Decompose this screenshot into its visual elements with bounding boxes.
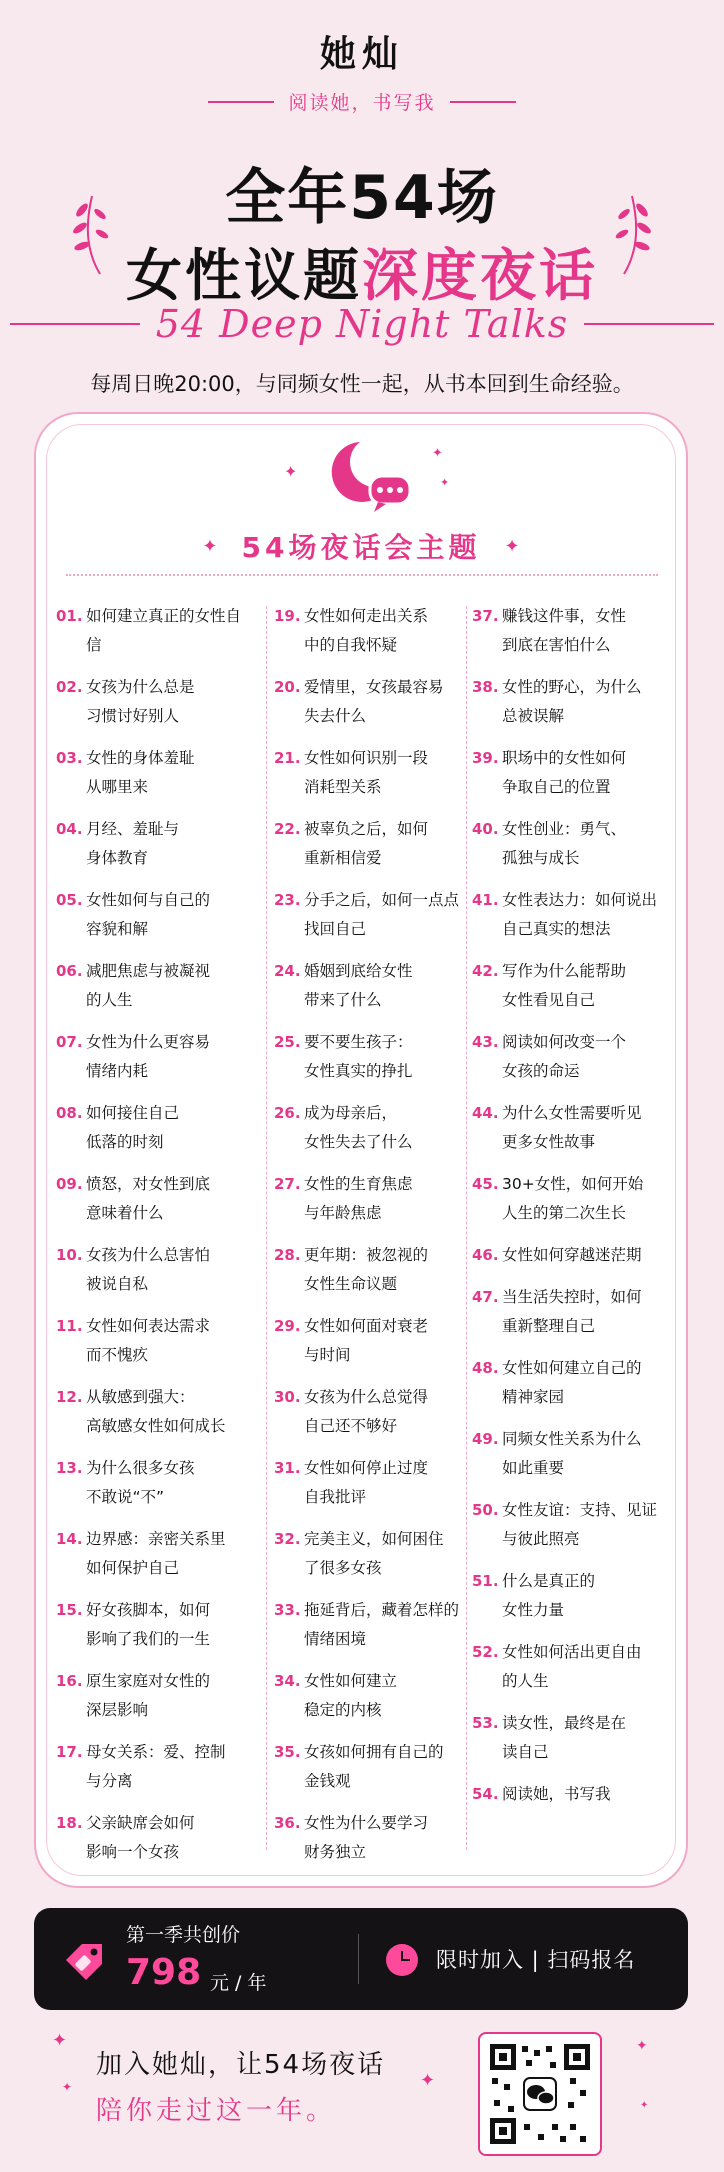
topic-item bbox=[472, 1567, 672, 1625]
topic-item bbox=[56, 886, 256, 944]
sparkle-icon: ✦ bbox=[284, 462, 298, 481]
topic-item bbox=[274, 1738, 474, 1796]
topic-number: 03. bbox=[56, 749, 83, 767]
topic-item bbox=[56, 1667, 256, 1725]
script-row bbox=[0, 302, 724, 346]
divider bbox=[584, 323, 714, 325]
divider bbox=[10, 323, 140, 325]
topic-text: 女性如何走出关系 中的自我怀疑 bbox=[304, 607, 429, 654]
topic-text: 女孩为什么总害怕 被说自私 bbox=[86, 1246, 211, 1293]
topic-text: 女孩为什么总是 习惯讨好别人 bbox=[86, 678, 195, 725]
topic-number: 47. bbox=[472, 1288, 499, 1306]
topic-text: 女性创业：勇气、 孤独与成长 bbox=[502, 820, 627, 867]
topic-number: 54. bbox=[472, 1785, 499, 1803]
topic-item bbox=[274, 1028, 474, 1086]
topic-number: 50. bbox=[472, 1501, 499, 1519]
topic-item bbox=[274, 1099, 474, 1157]
tagline: 阅读她，书写我 bbox=[288, 92, 436, 114]
topic-item bbox=[472, 673, 672, 731]
topic-number: 08. bbox=[56, 1104, 83, 1122]
topic-text: 女性如何停止过度 自我批评 bbox=[304, 1459, 429, 1506]
topic-number: 35. bbox=[274, 1743, 301, 1761]
topic-number: 41. bbox=[472, 891, 499, 909]
topic-text: 写作为什么能帮助 女性看见自己 bbox=[502, 962, 627, 1009]
topic-text: 女性友谊：支持、见证 与彼此照亮 bbox=[502, 1501, 658, 1548]
topic-number: 23. bbox=[274, 891, 301, 909]
price-bar[interactable] bbox=[34, 1908, 688, 2010]
topic-item bbox=[274, 744, 474, 802]
topic-number: 40. bbox=[472, 820, 499, 838]
topic-text: 女性表达力：如何说出 自己真实的想法 bbox=[502, 891, 658, 938]
topic-item bbox=[472, 886, 672, 944]
sparkle-icon: ✦ bbox=[440, 476, 450, 489]
topic-item bbox=[274, 957, 474, 1015]
topic-item bbox=[274, 1809, 474, 1867]
topic-number: 37. bbox=[472, 607, 499, 625]
brand-logo: 她灿 bbox=[319, 33, 404, 75]
topic-number: 45. bbox=[472, 1175, 499, 1193]
topic-text: 读女性，最终是在 读自己 bbox=[502, 1714, 627, 1761]
topic-text: 婚姻到底给女性 带来了什么 bbox=[304, 962, 413, 1009]
topic-item bbox=[56, 1241, 256, 1299]
topic-text: 拖延背后，藏着怎样的 情绪困境 bbox=[304, 1601, 460, 1648]
topic-number: 20. bbox=[274, 678, 301, 696]
topic-number: 10. bbox=[56, 1246, 83, 1264]
topic-item bbox=[274, 602, 474, 660]
divider bbox=[450, 101, 516, 103]
topic-text: 女性如何穿越迷茫期 bbox=[502, 1246, 642, 1264]
topic-text: 更年期：被忽视的 女性生命议题 bbox=[304, 1246, 429, 1293]
topic-item bbox=[472, 1028, 672, 1086]
topic-number: 43. bbox=[472, 1033, 499, 1051]
topic-text: 女性为什么更容易 情绪内耗 bbox=[86, 1033, 211, 1080]
sparkle-icon: ✦ bbox=[636, 2038, 648, 2054]
topic-item bbox=[472, 602, 672, 660]
topic-item bbox=[56, 1099, 256, 1157]
topic-text: 边界感：亲密关系里 如何保护自己 bbox=[86, 1530, 226, 1577]
topic-text: 月经、羞耻与 身体教育 bbox=[86, 820, 180, 867]
topic-text: 赚钱这件事，女性 到底在害怕什么 bbox=[502, 607, 627, 654]
main-subtitle-line bbox=[0, 232, 724, 312]
topic-text: 爱情里，女孩最容易 失去什么 bbox=[304, 678, 444, 725]
subtitle: 每周日晚20:00，与同频女性一起，从书本回到生命经验。 bbox=[90, 372, 634, 396]
main-title: 全年54场 bbox=[225, 163, 499, 233]
title-pink-part: 深度夜话 bbox=[362, 244, 598, 309]
topic-item bbox=[472, 1354, 672, 1412]
topic-text: 阅读她，书写我 bbox=[502, 1785, 611, 1803]
topic-item bbox=[56, 1312, 256, 1370]
topic-text: 如何建立真正的女性自信 bbox=[86, 607, 242, 654]
topic-item bbox=[472, 744, 672, 802]
topic-text: 原生家庭对女性的 深层影响 bbox=[86, 1672, 211, 1719]
price-tag-icon bbox=[62, 1938, 106, 1982]
qr-pattern bbox=[490, 2044, 590, 2144]
topic-item bbox=[274, 673, 474, 731]
sparkle-icon: ✦ bbox=[640, 2100, 649, 2111]
topic-item bbox=[472, 1170, 672, 1228]
topic-item bbox=[472, 1638, 672, 1696]
topic-text: 为什么女性需要听见 更多女性故事 bbox=[502, 1104, 642, 1151]
topic-text: 女孩为什么总觉得 自己还不够好 bbox=[304, 1388, 429, 1435]
tagline-row bbox=[0, 88, 724, 115]
topic-text: 女性如何建立自己的 精神家园 bbox=[502, 1359, 642, 1406]
moon-with-chat-bubble-icon bbox=[320, 436, 416, 516]
topic-text: 被辜负之后，如何 重新相信爱 bbox=[304, 820, 429, 867]
topic-number: 21. bbox=[274, 749, 301, 767]
topic-number: 01. bbox=[56, 607, 83, 625]
topic-item bbox=[472, 1780, 672, 1809]
divider bbox=[358, 1934, 359, 1984]
topic-number: 15. bbox=[56, 1601, 83, 1619]
topic-item bbox=[56, 815, 256, 873]
topic-number: 33. bbox=[274, 1601, 301, 1619]
sparkle-icon: ✦ bbox=[202, 535, 218, 557]
topic-item bbox=[472, 1496, 672, 1554]
topic-number: 53. bbox=[472, 1714, 499, 1732]
topic-text: 女性如何与自己的 容貌和解 bbox=[86, 891, 211, 938]
topic-number: 12. bbox=[56, 1388, 83, 1406]
divider bbox=[208, 101, 274, 103]
topic-text: 如何接住自己 低落的时刻 bbox=[86, 1104, 180, 1151]
season-label: 第一季共创价 bbox=[126, 1924, 241, 1946]
topic-text: 减肥焦虑与被凝视 的人生 bbox=[86, 962, 211, 1009]
topic-item bbox=[274, 1454, 474, 1512]
footer-line-1: 加入她灿，让54场夜话 bbox=[96, 2050, 386, 2080]
script-title: 54 Deep Night Talks bbox=[155, 302, 569, 346]
topic-number: 36. bbox=[274, 1814, 301, 1832]
topic-item bbox=[56, 1454, 256, 1512]
topic-number: 17. bbox=[56, 1743, 83, 1761]
topic-item bbox=[274, 815, 474, 873]
dotted-divider bbox=[66, 574, 658, 576]
topic-number: 07. bbox=[56, 1033, 83, 1051]
topic-number: 09. bbox=[56, 1175, 83, 1193]
topic-number: 52. bbox=[472, 1643, 499, 1661]
topic-text: 父亲缺席会如何 影响一个女孩 bbox=[86, 1814, 195, 1861]
topic-text: 为什么很多女孩 不敢说“不” bbox=[86, 1459, 195, 1506]
section-title-row bbox=[34, 526, 688, 566]
topic-number: 04. bbox=[56, 820, 83, 838]
column-divider bbox=[266, 606, 267, 1850]
topic-item bbox=[56, 1738, 256, 1796]
topic-item bbox=[472, 815, 672, 873]
sparkle-icon: ✦ bbox=[52, 2030, 68, 2051]
topic-number: 18. bbox=[56, 1814, 83, 1832]
clock-icon bbox=[386, 1944, 418, 1976]
topic-text: 好女孩脚本，如何 影响了我们的一生 bbox=[86, 1601, 211, 1648]
topic-text: 女孩如何拥有自己的 金钱观 bbox=[304, 1743, 444, 1790]
title-black-part: 女性议题 bbox=[126, 244, 362, 309]
topic-item bbox=[56, 744, 256, 802]
topic-item bbox=[274, 1170, 474, 1228]
topic-item bbox=[56, 1809, 256, 1867]
topic-text: 同频女性关系为什么 如此重要 bbox=[502, 1430, 642, 1477]
topic-item bbox=[472, 1283, 672, 1341]
topic-text: 什么是真正的 女性力量 bbox=[502, 1572, 596, 1619]
sparkle-icon: ✦ bbox=[62, 2080, 73, 2094]
topic-item bbox=[274, 1667, 474, 1725]
topic-item bbox=[274, 1383, 474, 1441]
topic-number: 38. bbox=[472, 678, 499, 696]
topic-number: 32. bbox=[274, 1530, 301, 1548]
price-value: 798 bbox=[126, 1952, 202, 1993]
topic-text: 女性如何表达需求 而不愧疚 bbox=[86, 1317, 211, 1364]
topic-text: 女性为什么要学习 财务独立 bbox=[304, 1814, 429, 1861]
topic-number: 24. bbox=[274, 962, 301, 980]
topic-number: 16. bbox=[56, 1672, 83, 1690]
topic-text: 成为母亲后， 女性失去了什么 bbox=[304, 1104, 413, 1151]
topic-item bbox=[56, 1596, 256, 1654]
topic-text: 30+女性，如何开始 人生的第二次生长 bbox=[502, 1175, 644, 1222]
topic-number: 13. bbox=[56, 1459, 83, 1477]
topic-item bbox=[274, 886, 474, 944]
topic-text: 女性如何识别一段 消耗型关系 bbox=[304, 749, 429, 796]
topic-number: 02. bbox=[56, 678, 83, 696]
topic-number: 06. bbox=[56, 962, 83, 980]
topic-text: 女性如何面对衰老 与时间 bbox=[304, 1317, 429, 1364]
topic-number: 11. bbox=[56, 1317, 83, 1335]
topic-text: 愤怒，对女性到底 意味着什么 bbox=[86, 1175, 211, 1222]
topic-item bbox=[56, 957, 256, 1015]
topic-item bbox=[274, 1596, 474, 1654]
footer-line-2: 陪你走过这一年。 bbox=[96, 2096, 337, 2126]
topic-number: 34. bbox=[274, 1672, 301, 1690]
topic-item bbox=[56, 1170, 256, 1228]
topic-number: 22. bbox=[274, 820, 301, 838]
topic-text: 当生活失控时，如何 重新整理自己 bbox=[502, 1288, 642, 1335]
topic-item bbox=[472, 1425, 672, 1483]
topic-item bbox=[472, 1099, 672, 1157]
topic-item bbox=[56, 1383, 256, 1441]
topic-number: 26. bbox=[274, 1104, 301, 1122]
topic-text: 女性如何活出更自由 的人生 bbox=[502, 1643, 642, 1690]
topic-number: 05. bbox=[56, 891, 83, 909]
topic-text: 要不要生孩子： 女性真实的挣扎 bbox=[304, 1033, 413, 1080]
sparkle-icon: ✦ bbox=[420, 2070, 436, 2091]
sparkle-icon: ✦ bbox=[432, 446, 443, 461]
topic-number: 25. bbox=[274, 1033, 301, 1051]
topic-item bbox=[472, 1241, 672, 1270]
topic-text: 母女关系：爱、控制 与分离 bbox=[86, 1743, 226, 1790]
topic-number: 49. bbox=[472, 1430, 499, 1448]
topic-item bbox=[56, 1525, 256, 1583]
topic-number: 39. bbox=[472, 749, 499, 767]
section-title: 54场夜话会主题 bbox=[241, 531, 481, 564]
topic-item bbox=[274, 1241, 474, 1299]
topic-text: 分手之后，如何一点点 找回自己 bbox=[304, 891, 460, 938]
topic-item bbox=[56, 1028, 256, 1086]
topic-item bbox=[274, 1525, 474, 1583]
topic-number: 30. bbox=[274, 1388, 301, 1406]
topic-number: 29. bbox=[274, 1317, 301, 1335]
topic-number: 44. bbox=[472, 1104, 499, 1122]
topic-item bbox=[472, 957, 672, 1015]
topic-text: 女性的生育焦虑 与年龄焦虑 bbox=[304, 1175, 413, 1222]
topic-text: 女性的野心，为什么 总被误解 bbox=[502, 678, 642, 725]
topic-number: 42. bbox=[472, 962, 499, 980]
topic-item bbox=[274, 1312, 474, 1370]
join-cta[interactable]: 限时加入 | 扫码报名 bbox=[436, 1948, 636, 1972]
topic-number: 28. bbox=[274, 1246, 301, 1264]
topic-number: 46. bbox=[472, 1246, 499, 1264]
price-unit: 元 / 年 bbox=[210, 1972, 267, 1994]
topic-text: 职场中的女性如何 争取自己的位置 bbox=[502, 749, 627, 796]
topic-number: 31. bbox=[274, 1459, 301, 1477]
topic-text: 阅读如何改变一个 女孩的命运 bbox=[502, 1033, 627, 1080]
topic-text: 女性如何建立 稳定的内核 bbox=[304, 1672, 398, 1719]
topic-item bbox=[56, 602, 256, 660]
topic-number: 14. bbox=[56, 1530, 83, 1548]
qr-code[interactable] bbox=[478, 2032, 602, 2156]
topic-number: 19. bbox=[274, 607, 301, 625]
topic-number: 48. bbox=[472, 1359, 499, 1377]
topic-text: 女性的身体羞耻 从哪里来 bbox=[86, 749, 195, 796]
topic-item bbox=[56, 673, 256, 731]
topic-number: 51. bbox=[472, 1572, 499, 1590]
sparkle-icon: ✦ bbox=[504, 535, 520, 557]
topic-text: 从敏感到强大： 高敏感女性如何成长 bbox=[86, 1388, 226, 1435]
topic-number: 27. bbox=[274, 1175, 301, 1193]
topic-text: 完美主义，如何困住 了很多女孩 bbox=[304, 1530, 444, 1577]
topic-item bbox=[472, 1709, 672, 1767]
